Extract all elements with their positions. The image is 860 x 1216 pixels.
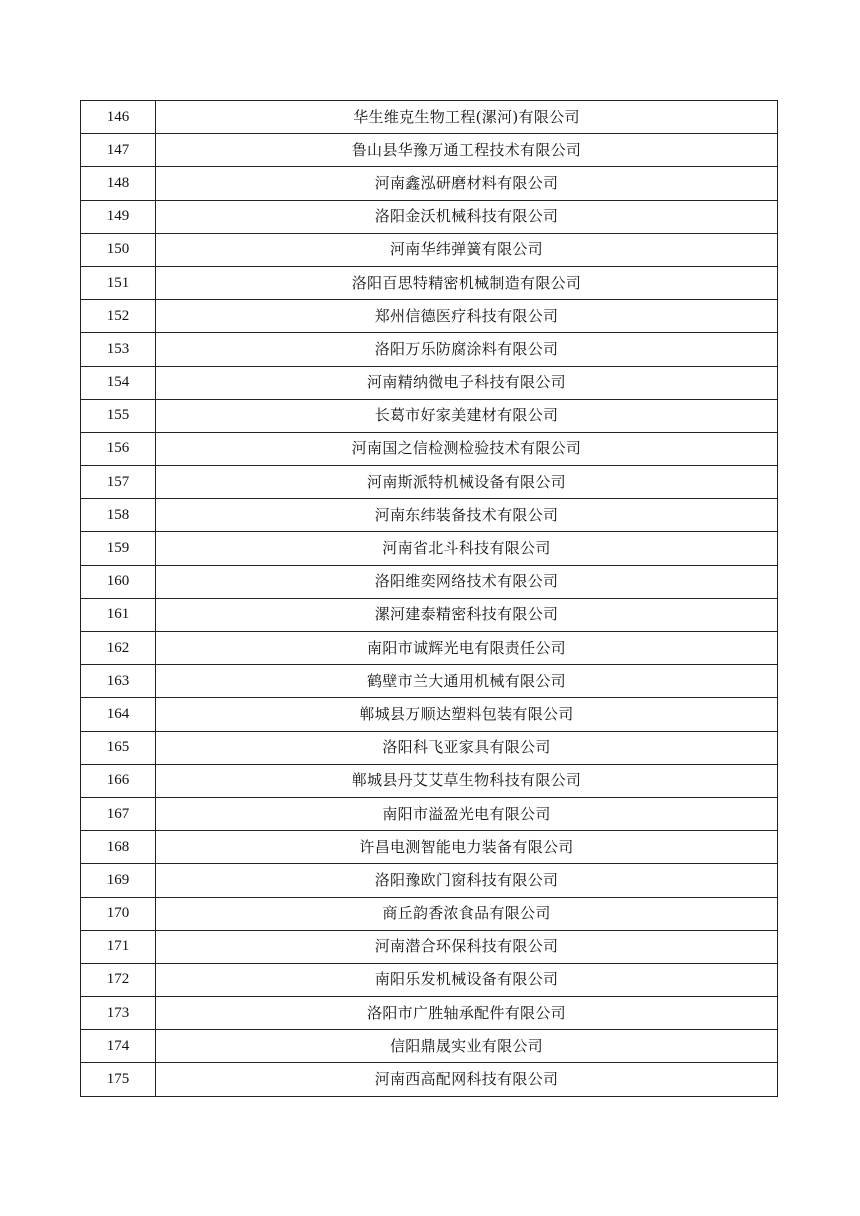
company-name-cell: 河南省北斗科技有限公司 — [156, 532, 778, 565]
company-name-cell: 河南国之信检测检验技术有限公司 — [156, 432, 778, 465]
table-row — [81, 101, 778, 134]
row-number-cell: 149 — [81, 200, 156, 233]
row-number-cell: 167 — [81, 797, 156, 830]
company-name-cell: 洛阳科飞亚家具有限公司 — [156, 731, 778, 764]
company-name-cell: 郸城县万顺达塑料包装有限公司 — [156, 698, 778, 731]
row-number-cell: 162 — [81, 632, 156, 665]
table-row — [81, 831, 778, 864]
company-name-cell: 洛阳万乐防腐涂料有限公司 — [156, 333, 778, 366]
table-row — [81, 432, 778, 465]
company-list-table — [80, 100, 778, 1097]
table-row — [81, 300, 778, 333]
company-name-cell: 洛阳维奕网络技术有限公司 — [156, 565, 778, 598]
table-row — [81, 466, 778, 499]
table-row — [81, 963, 778, 996]
row-number-cell: 164 — [81, 698, 156, 731]
table-row — [81, 366, 778, 399]
row-number-cell: 158 — [81, 499, 156, 532]
company-name-cell: 河南西高配网科技有限公司 — [156, 1063, 778, 1096]
row-number-cell: 147 — [81, 134, 156, 167]
company-name-cell: 郸城县丹艾艾草生物科技有限公司 — [156, 764, 778, 797]
row-number-cell: 148 — [81, 167, 156, 200]
table-body — [81, 101, 778, 1097]
company-name-cell: 华生维克生物工程(漯河)有限公司 — [156, 101, 778, 134]
table-row — [81, 499, 778, 532]
company-name-cell: 郑州信德医疗科技有限公司 — [156, 300, 778, 333]
row-number-cell: 166 — [81, 764, 156, 797]
row-number-cell: 171 — [81, 930, 156, 963]
row-number-cell: 160 — [81, 565, 156, 598]
table-row — [81, 200, 778, 233]
company-name-cell: 漯河建泰精密科技有限公司 — [156, 598, 778, 631]
row-number-cell: 152 — [81, 300, 156, 333]
row-number-cell: 157 — [81, 466, 156, 499]
company-name-cell: 河南鑫泓研磨材料有限公司 — [156, 167, 778, 200]
company-name-cell: 河南潜合环保科技有限公司 — [156, 930, 778, 963]
row-number-cell: 159 — [81, 532, 156, 565]
row-number-cell: 172 — [81, 963, 156, 996]
row-number-cell: 170 — [81, 897, 156, 930]
table-row — [81, 632, 778, 665]
table-row — [81, 333, 778, 366]
company-name-cell: 长葛市好家美建材有限公司 — [156, 399, 778, 432]
row-number-cell: 154 — [81, 366, 156, 399]
company-name-cell: 信阳鼎晟实业有限公司 — [156, 1030, 778, 1063]
table-row — [81, 532, 778, 565]
company-name-cell: 洛阳百思特精密机械制造有限公司 — [156, 266, 778, 299]
table-row — [81, 731, 778, 764]
table-row — [81, 598, 778, 631]
table-row — [81, 266, 778, 299]
company-name-cell: 商丘韵香浓食品有限公司 — [156, 897, 778, 930]
row-number-cell: 161 — [81, 598, 156, 631]
row-number-cell: 153 — [81, 333, 156, 366]
row-number-cell: 163 — [81, 665, 156, 698]
table-row — [81, 233, 778, 266]
table-row — [81, 399, 778, 432]
table-row — [81, 864, 778, 897]
company-name-cell: 河南斯派特机械设备有限公司 — [156, 466, 778, 499]
company-name-cell: 河南精纳微电子科技有限公司 — [156, 366, 778, 399]
row-number-cell: 168 — [81, 831, 156, 864]
table-row — [81, 797, 778, 830]
table-row — [81, 134, 778, 167]
company-name-cell: 南阳乐发机械设备有限公司 — [156, 963, 778, 996]
table-row — [81, 167, 778, 200]
table-row — [81, 665, 778, 698]
row-number-cell: 175 — [81, 1063, 156, 1096]
table-row — [81, 764, 778, 797]
table-row — [81, 1030, 778, 1063]
table-row — [81, 1063, 778, 1096]
row-number-cell: 169 — [81, 864, 156, 897]
company-name-cell: 河南东纬装备技术有限公司 — [156, 499, 778, 532]
table-row — [81, 698, 778, 731]
row-number-cell: 155 — [81, 399, 156, 432]
company-name-cell: 河南华纬弹簧有限公司 — [156, 233, 778, 266]
company-name-cell: 洛阳市广胜轴承配件有限公司 — [156, 997, 778, 1030]
table-row — [81, 565, 778, 598]
company-name-cell: 南阳市诚辉光电有限责任公司 — [156, 632, 778, 665]
table-row — [81, 930, 778, 963]
row-number-cell: 165 — [81, 731, 156, 764]
row-number-cell: 150 — [81, 233, 156, 266]
company-name-cell: 洛阳金沃机械科技有限公司 — [156, 200, 778, 233]
company-name-cell: 许昌电测智能电力装备有限公司 — [156, 831, 778, 864]
company-name-cell: 鹤壁市兰大通用机械有限公司 — [156, 665, 778, 698]
company-name-cell: 南阳市溢盈光电有限公司 — [156, 797, 778, 830]
table-row — [81, 997, 778, 1030]
company-name-cell: 洛阳豫欧门窗科技有限公司 — [156, 864, 778, 897]
row-number-cell: 146 — [81, 101, 156, 134]
table-row — [81, 897, 778, 930]
row-number-cell: 156 — [81, 432, 156, 465]
row-number-cell: 174 — [81, 1030, 156, 1063]
row-number-cell: 151 — [81, 266, 156, 299]
company-name-cell: 鲁山县华豫万通工程技术有限公司 — [156, 134, 778, 167]
row-number-cell: 173 — [81, 997, 156, 1030]
